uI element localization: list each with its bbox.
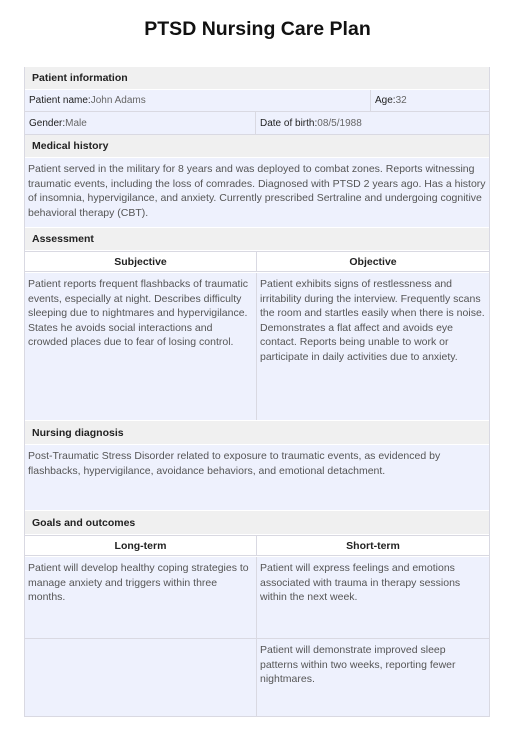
subjective-header: Subjective [25, 251, 257, 272]
goals-heading: Goals and outcomes [25, 511, 489, 534]
patient-name-field[interactable] [25, 90, 371, 111]
patient-name-label: Patient name: [29, 95, 91, 106]
objective-text[interactable]: Patient exhibits signs of restlessness and irritability during the interview. Frequently scans the room and startles easily when there is noise. Demonstrates a flat affect and avoids eye contact. Reports being unable to work or participate in daily activities due to anxiety. [257, 273, 489, 420]
gender-field[interactable] [25, 112, 256, 134]
dob-label: Date of birth: [260, 117, 318, 129]
assessment-heading: Assessment [25, 228, 489, 250]
dob-field[interactable] [256, 112, 489, 134]
age-value: 32 [395, 95, 407, 106]
short-term-goal-1[interactable]: Patient will express feelings and emotions associated with trauma in therapy sessions within the next week. [257, 557, 489, 638]
nursing-diagnosis-text[interactable]: Post-Traumatic Stress Disorder related to exposure to traumatic events, as evidenced by flashbacks, hypervigilance, avoidance behaviors, and emotional detachment. [25, 445, 489, 510]
long-term-goal-1[interactable]: Patient will develop healthy coping strategies to manage anxiety and triggers within three months. [25, 557, 257, 638]
care-plan-form [24, 67, 490, 717]
nursing-diagnosis-heading: Nursing diagnosis [25, 421, 489, 444]
gender-value: Male [65, 117, 87, 129]
subjective-text[interactable]: Patient reports frequent flashbacks of traumatic events, especially at night. Describes difficulty sleeping due to nightmares and hypervigilance. States he avoids social interactions and crowded places due to fear of losing control. [25, 273, 257, 420]
patient-info-heading: Patient information [25, 67, 489, 89]
age-field[interactable] [371, 90, 489, 111]
page-title: PTSD Nursing Care Plan [144, 18, 371, 40]
medical-history-text[interactable]: Patient served in the military for 8 years and was deployed to combat zones. Reports witnessing traumatic events, including the loss of comrades. Diagnosed with PTSD 2 years ago. Has a history of insomnia, hypervigilance, and anxiety. Currently prescribed Sertraline and undergoing cognitive behavioral therapy (CBT). [25, 158, 489, 227]
gender-label: Gender: [29, 117, 66, 129]
objective-header: Objective [257, 251, 489, 272]
patient-name-value: John Adams [90, 95, 146, 106]
short-term-goal-2[interactable]: Patient will demonstrate improved sleep patterns within two weeks, reporting fewer nightmares. [257, 639, 489, 716]
age-label: Age: [375, 95, 396, 106]
medical-history-heading: Medical history [25, 135, 489, 157]
long-term-header: Long-term [25, 535, 257, 556]
short-term-header: Short-term [257, 535, 489, 556]
long-term-goal-2[interactable] [25, 639, 257, 716]
dob-value: 08/5/1988 [317, 117, 362, 129]
